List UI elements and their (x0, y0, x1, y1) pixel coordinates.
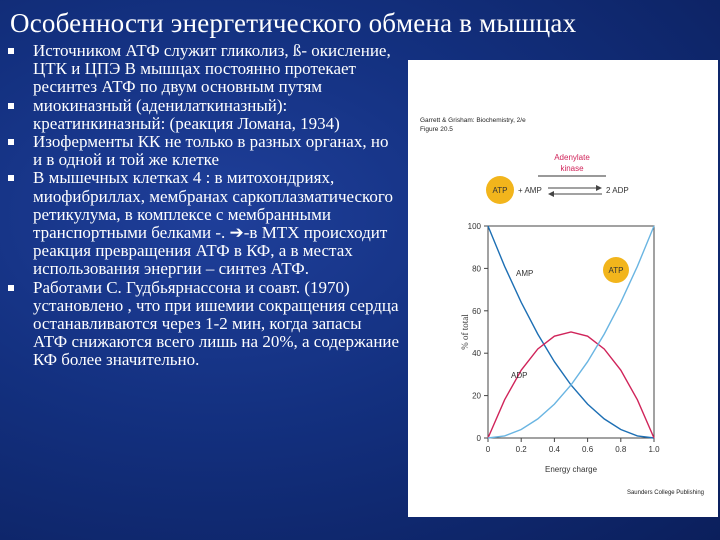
square-bullet-icon (8, 285, 14, 291)
bullet-text: миокиназный (аденилаткиназный): креатинкиназный: (реакция Ломана, 1934) (33, 95, 340, 133)
y-axis-label: % of total (460, 314, 470, 350)
x-tick-label: 0.6 (582, 445, 594, 454)
y-axis (468, 222, 488, 443)
y-tick-label: 20 (472, 391, 481, 401)
figure-panel (408, 60, 718, 517)
bullet-item (8, 169, 400, 278)
bullet-item (8, 42, 400, 97)
x-tick-label: 0.8 (615, 445, 627, 454)
bullet-text: Работами С. Гудбьярнассона и соавт. (1970) установлено , что при ишемии сокращения сердца останавливаются через 1-2 мин, когда запасы АТФ снижаются всего лишь на 20%, а содержание КФ более значительно. (33, 277, 400, 370)
reaction-adp: 2 ADP (606, 186, 629, 195)
square-bullet-icon (8, 175, 14, 181)
bullet-item (8, 97, 400, 133)
square-bullet-icon (8, 48, 14, 54)
y-tick-label: 0 (476, 434, 481, 443)
bullet-item (8, 279, 400, 370)
y-tick-label: 80 (472, 264, 481, 274)
forward-arrowhead-icon (596, 185, 602, 191)
bullet-text: Источником АТФ служит гликолиз, ß- окисление, ЦТК и ЦПЭ В мышцах постоянно протекает ресинтез АТФ по двум основным путям (33, 41, 391, 97)
square-bullet-icon (8, 103, 14, 109)
enzyme-label: kinase (560, 164, 584, 173)
reverse-arrowhead-icon (548, 191, 554, 197)
bullet-text: В мышечных клетках 4 : в митохондриях, миофибриллах, мембранах саркоплазматического ретикулума, в комплексе с мембранными транспортными белками -. ➔-в МТХ происходит реакция превращения АТФ в КФ, а в местах использования энергии – синтез АТФ. (33, 168, 393, 279)
x-axis-label: Energy charge (544, 465, 598, 474)
adp-curve-label: ADP (511, 371, 528, 380)
plot-curves (488, 226, 654, 438)
bullet-list (8, 42, 400, 370)
x-axis (486, 438, 660, 454)
y-tick-label: 100 (467, 222, 481, 231)
energy-charge-figure (408, 60, 718, 517)
y-tick-label: 40 (472, 349, 481, 359)
enzyme-label: Adenylate (554, 153, 590, 162)
y-tick-label: 60 (472, 306, 481, 316)
x-tick-label: 0 (485, 445, 491, 454)
atp-curve-label: ATP (608, 266, 624, 275)
square-bullet-icon (8, 139, 14, 145)
amp-curve-label: AMP (516, 269, 534, 278)
reaction-atp: ATP (492, 186, 508, 195)
figure-number: Figure 20.5 (420, 126, 453, 133)
figure-source: Garrett & Grisham: Biochemistry, 2/e (420, 117, 526, 124)
slide-title: Особенности энергетического обмена в мышцах (10, 8, 577, 38)
bullet-item (8, 133, 400, 169)
bullet-text: Изоферменты КК не только в разных органах, но и в одной и той же клетке (33, 132, 389, 170)
reaction-amp: + AMP (518, 186, 542, 195)
x-tick-label: 0.2 (515, 445, 527, 454)
x-tick-label: 1.0 (648, 445, 660, 454)
publisher-credit: Saunders College Publishing (626, 490, 704, 496)
x-tick-label: 0.4 (548, 445, 560, 454)
